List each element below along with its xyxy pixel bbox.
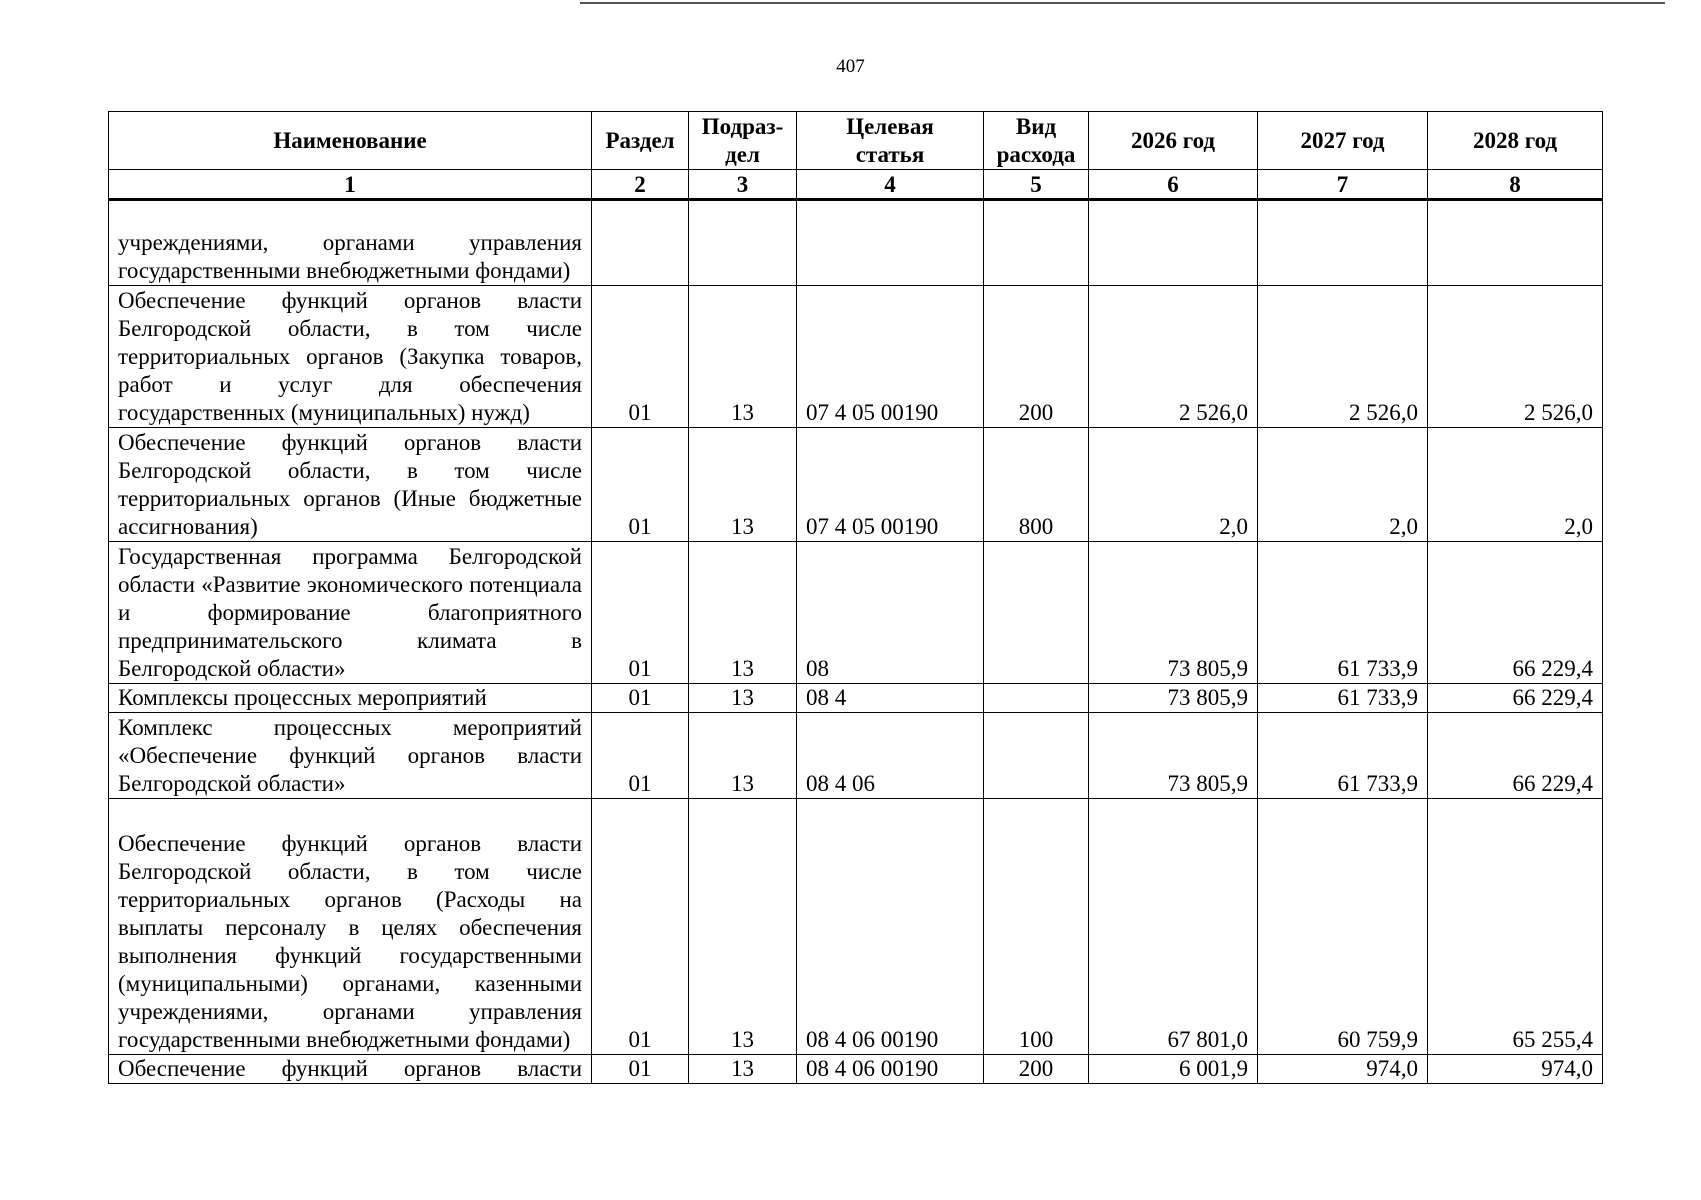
header-row	[109, 112, 1603, 170]
header-article	[797, 112, 984, 170]
column-number: 3	[689, 170, 797, 200]
row-name: Комплекс процессных мероприятий «Обеспечение функций органов власти Белгородской области»	[109, 713, 592, 799]
header-name: Наименование	[109, 112, 592, 170]
table-row	[109, 684, 1603, 713]
table-row	[109, 713, 1603, 799]
row-name: Обеспечение функций органов власти Белгородской области, в том числе территориальных органов (Закупка товаров, работ и услуг для обеспечения государственных (муниципальных) нужд)	[109, 286, 592, 428]
header-podrazdel-line2: дел	[725, 141, 760, 167]
column-number: 1	[109, 170, 592, 200]
column-number: 4	[797, 170, 984, 200]
header-podrazdel-line1: Подраз-	[701, 113, 784, 139]
header-2026: 2026 год	[1089, 112, 1258, 170]
row-podrazdel: 13	[689, 542, 797, 684]
header-article-line1: Целевая	[846, 113, 934, 139]
row-podrazdel: 13	[689, 713, 797, 799]
row-2028: 2,0	[1428, 428, 1603, 542]
row-vid: 800	[984, 428, 1089, 542]
table-row	[109, 200, 1603, 286]
row-podrazdel	[689, 200, 797, 286]
row-razdel: 01	[592, 428, 689, 542]
row-article: 08 4 06 00190	[797, 799, 984, 1055]
row-article: 08 4 06 00190	[797, 1055, 984, 1084]
row-2028: 65 255,4	[1428, 799, 1603, 1055]
row-2026: 2,0	[1089, 428, 1258, 542]
row-2027: 2 526,0	[1258, 286, 1428, 428]
row-razdel: 01	[592, 1055, 689, 1084]
column-number: 7	[1258, 170, 1428, 200]
row-2026: 2 526,0	[1089, 286, 1258, 428]
row-2028: 66 229,4	[1428, 542, 1603, 684]
row-vid	[984, 200, 1089, 286]
row-2028: 974,0	[1428, 1055, 1603, 1084]
row-razdel: 01	[592, 286, 689, 428]
row-2028	[1428, 200, 1603, 286]
row-2026: 73 805,9	[1089, 684, 1258, 713]
page-number: 407	[836, 56, 865, 77]
row-name: Обеспечение функций органов власти	[109, 1055, 592, 1084]
row-vid	[984, 684, 1089, 713]
row-podrazdel: 13	[689, 799, 797, 1055]
header-article-line2: статья	[855, 141, 925, 167]
row-name: Государственная программа Белгородской области «Развитие экономического потенциала и формирование благоприятного предпринимательского климата в Белгородской области»	[109, 542, 592, 684]
header-podrazdel	[689, 112, 797, 170]
row-article: 07 4 05 00190	[797, 286, 984, 428]
header-vid-line1: Вид	[1015, 113, 1057, 139]
row-podrazdel: 13	[689, 428, 797, 542]
row-2026: 73 805,9	[1089, 542, 1258, 684]
row-vid	[984, 713, 1089, 799]
row-2026: 6 001,9	[1089, 1055, 1258, 1084]
table-row	[109, 1055, 1603, 1084]
row-article: 08 4 06	[797, 713, 984, 799]
row-2027: 61 733,9	[1258, 684, 1428, 713]
table-row	[109, 542, 1603, 684]
row-razdel: 01	[592, 799, 689, 1055]
row-name: учреждениями, органами управления государственными внебюджетными фондами)	[109, 200, 592, 286]
table-row	[109, 799, 1603, 1055]
row-2028: 66 229,4	[1428, 713, 1603, 799]
row-2028: 66 229,4	[1428, 684, 1603, 713]
header-2028: 2028 год	[1428, 112, 1603, 170]
table-row	[109, 286, 1603, 428]
budget-table	[108, 111, 1603, 1084]
row-razdel: 01	[592, 542, 689, 684]
column-number: 8	[1428, 170, 1603, 200]
column-number-row	[109, 170, 1603, 200]
row-name: Обеспечение функций органов власти Белгородской области, в том числе территориальных органов (Иные бюджетные ассигнования)	[109, 428, 592, 542]
column-number: 5	[984, 170, 1089, 200]
header-vid	[984, 112, 1089, 170]
row-name: Обеспечение функций органов власти Белгородской области, в том числе территориальных органов (Расходы на выплаты персоналу в целях обеспечения выполнения функций государственными (муниципальными) органами, казенными учреждениями, органами управления государственными внебюджетными фондами)	[109, 799, 592, 1055]
row-razdel: 01	[592, 713, 689, 799]
row-article: 07 4 05 00190	[797, 428, 984, 542]
row-podrazdel: 13	[689, 1055, 797, 1084]
header-razdel: Раздел	[592, 112, 689, 170]
row-vid	[984, 542, 1089, 684]
row-razdel: 01	[592, 684, 689, 713]
header-2027: 2027 год	[1258, 112, 1428, 170]
row-article: 08 4	[797, 684, 984, 713]
row-2028: 2 526,0	[1428, 286, 1603, 428]
row-2027: 974,0	[1258, 1055, 1428, 1084]
row-podrazdel: 13	[689, 684, 797, 713]
row-2026: 67 801,0	[1089, 799, 1258, 1055]
row-vid: 100	[984, 799, 1089, 1055]
row-2027: 61 733,9	[1258, 713, 1428, 799]
row-2027: 60 759,9	[1258, 799, 1428, 1055]
table-row	[109, 428, 1603, 542]
row-razdel	[592, 200, 689, 286]
top-rule	[580, 2, 1665, 4]
row-2026: 73 805,9	[1089, 713, 1258, 799]
row-2027: 61 733,9	[1258, 542, 1428, 684]
header-vid-line2: расхода	[996, 141, 1076, 167]
row-vid: 200	[984, 286, 1089, 428]
row-2026	[1089, 200, 1258, 286]
column-number: 6	[1089, 170, 1258, 200]
row-article	[797, 200, 984, 286]
row-name: Комплексы процессных мероприятий	[109, 684, 592, 713]
row-podrazdel: 13	[689, 286, 797, 428]
column-number: 2	[592, 170, 689, 200]
row-vid: 200	[984, 1055, 1089, 1084]
row-article: 08	[797, 542, 984, 684]
row-2027	[1258, 200, 1428, 286]
row-2027: 2,0	[1258, 428, 1428, 542]
